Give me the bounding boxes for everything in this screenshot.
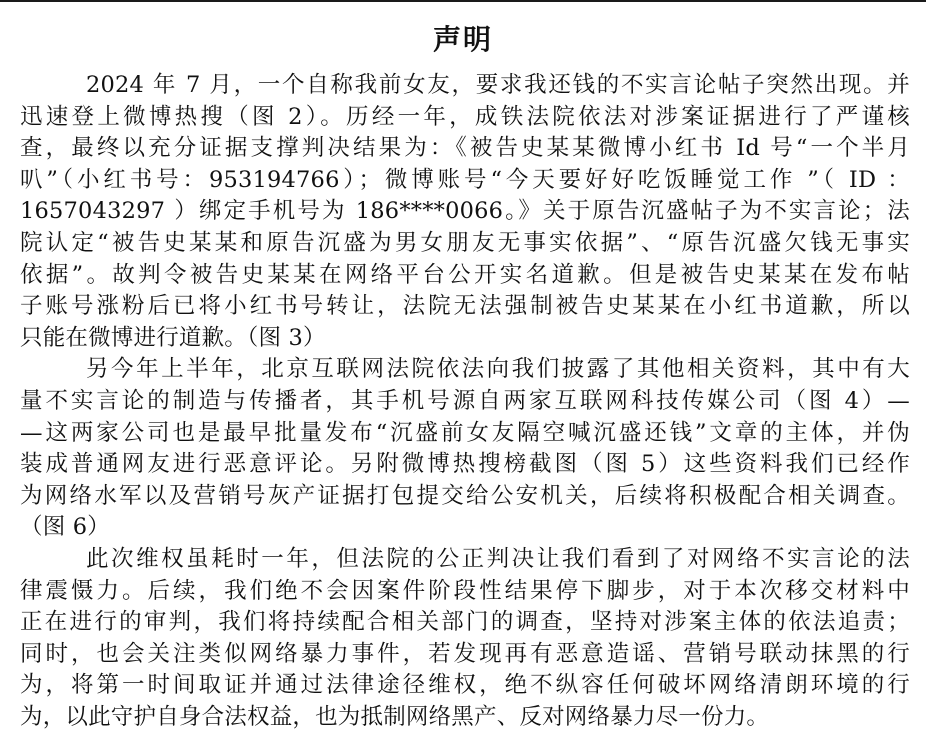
text-line: 依据”。故判令被告史某某在网络平台公开实名道歉。但是被告史某某在发布帖 <box>20 261 910 288</box>
text-line: 为，将第一时间取证并通过法律途径维权，绝不纵容任何破坏网络清朗环境的行 <box>20 672 910 699</box>
text-line: （图 6） <box>20 514 110 541</box>
text-line: 装成普通网友进行恶意评论。另附微博热搜榜截图（图 5）这些资料我们已经作 <box>20 451 910 478</box>
top-border-rule <box>0 0 926 2</box>
text-line: —这两家公司也是最早批量发布“沉盛前女友隔空喊沉盛还钱”文章的主体，并伪 <box>20 419 910 446</box>
document-title: 声明 <box>432 23 493 56</box>
text-line: 为网络水军以及营销号灰产证据打包提交给公安机关，后续将积极配合相关调查。 <box>20 482 910 509</box>
document-body <box>20 70 910 733</box>
text-line: 同时，也会关注类似网络暴力事件，若发现再有恶意造谣、营销号联动抹黑的行 <box>20 640 910 667</box>
paragraph-1 <box>20 70 910 354</box>
text-line: 另今年上半年，北京互联网法院依法向我们披露了其他相关资料，其中有大 <box>86 356 910 383</box>
text-line: 律震慑力。后续，我们绝不会因案件阶段性结果停下脚步，对于本次移交材料中 <box>20 577 910 604</box>
text-line: 叭”（小红书号：953194766）；微博账号“今天要好好吃饭睡觉工作 ”（ ID ： <box>20 166 910 193</box>
text-line: 量不实言论的制造与传播者，其手机号源自两家互联网科技传媒公司（图 4）— <box>20 387 910 414</box>
text-line: 正在进行的审判，我们将持续配合相关部门的调查，坚持对涉案主体的依法追责； <box>20 609 910 636</box>
text-line: 只能在微博进行道歉。（图 3） <box>20 324 326 351</box>
text-line: 1657043297 ）绑定手机号为 186****0066。》关于原告沉盛帖子为不实言论；法 <box>20 198 910 225</box>
paragraph-3 <box>20 544 910 734</box>
paragraph-2 <box>20 354 910 544</box>
text-line: 查，最终以充分证据支撑判决结果为：《被告史某某微博小红书 Id 号“一个半月 <box>20 135 910 162</box>
text-line: 2024 年 7 月，一个自称我前女友，要求我还钱的不实言论帖子突然出现。并 <box>86 72 910 98</box>
text-line: 迅速登上微博热搜（图 2）。历经一年，成铁法院依法对涉案证据进行了严谨核 <box>20 103 910 130</box>
text-line: 此次维权虽耗时一年，但法院的公正判决让我们看到了对网络不实言论的法 <box>86 545 910 572</box>
text-line: 院认定“被告史某某和原告沉盛为男女朋友无事实依据”、“原告沉盛欠钱无事实 <box>20 229 910 256</box>
text-line: 为，以此守护自身合法权益，也为抵制网络黑产、反对网络暴力尽一份力。 <box>20 703 770 730</box>
text-line: 子账号涨粉后已将小红书号转让，法院无法强制被告史某某在小红书道歉，所以 <box>20 293 910 320</box>
